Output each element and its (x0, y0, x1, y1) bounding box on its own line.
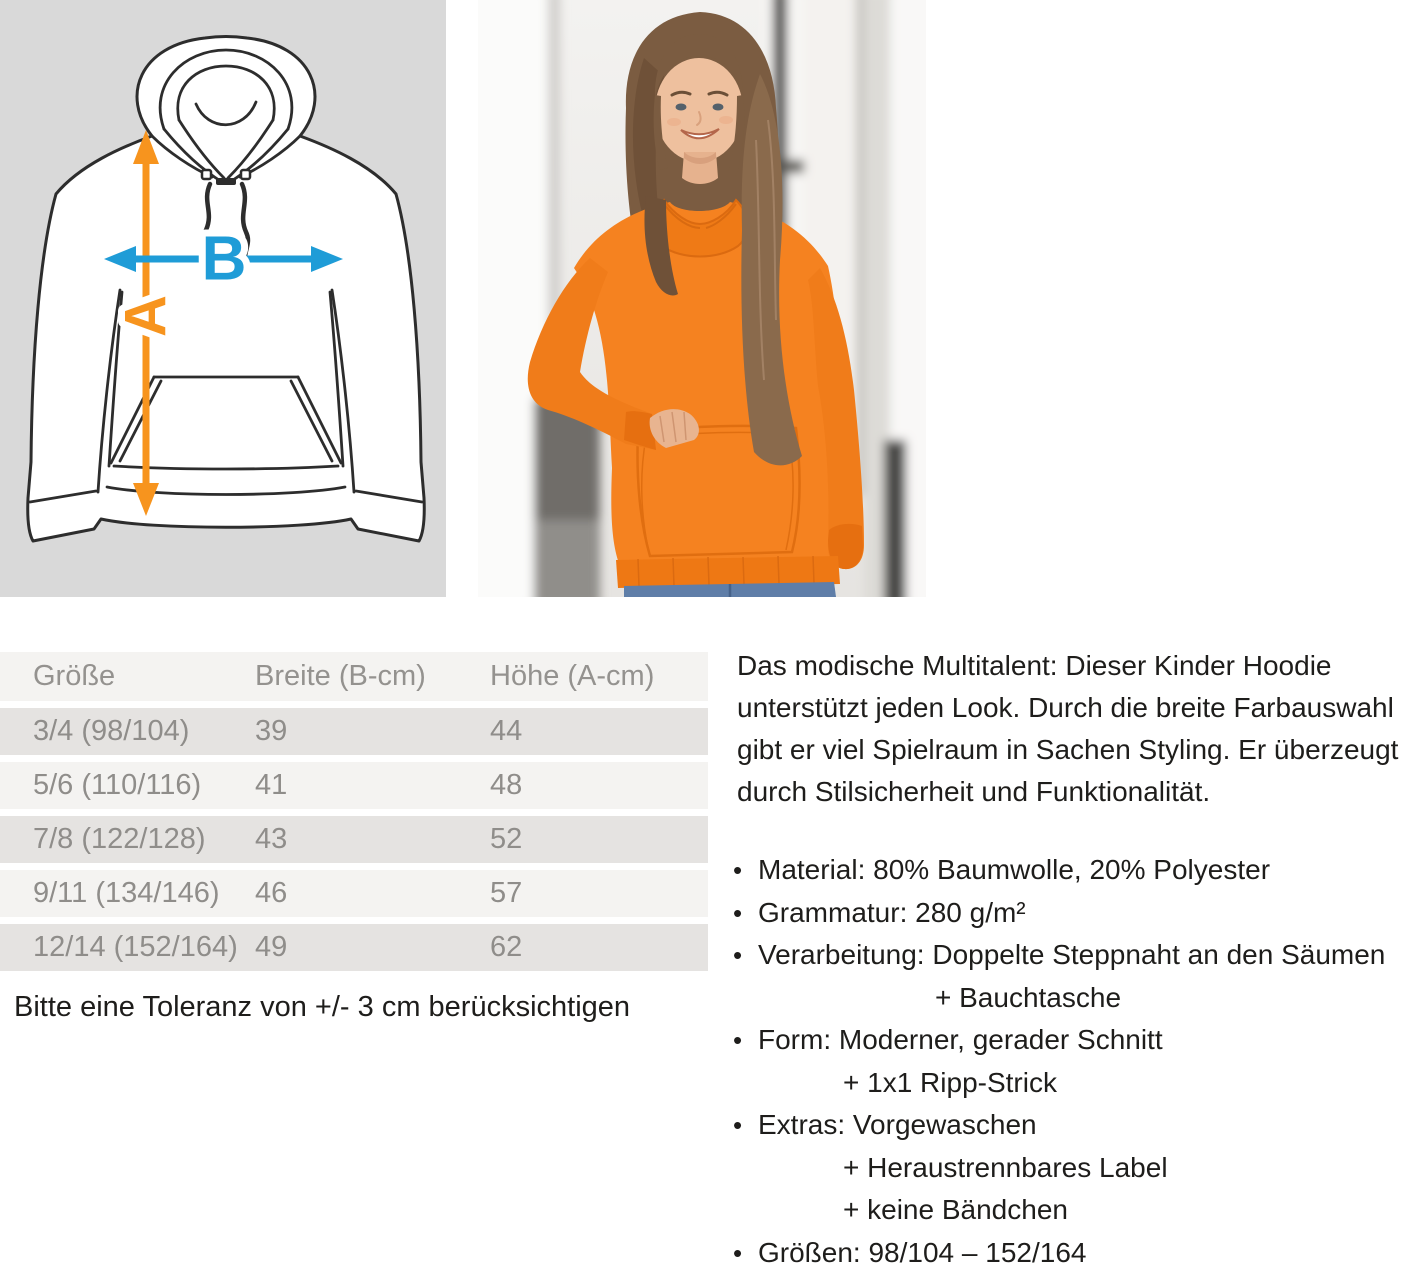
size-diagram (0, 0, 446, 597)
height-label: A (113, 295, 179, 337)
feature-item-material: • Material: 80% Baumwolle, 20% Polyester (730, 849, 1415, 892)
width-cell: 46 (255, 877, 288, 909)
feature-list (730, 849, 1415, 1274)
width-cell: 39 (255, 715, 288, 747)
width-cell: 49 (255, 931, 288, 963)
feature-item-grammatur: • Grammatur: 280 g/m² (730, 892, 1415, 935)
column-header-width: Breite (B-cm) (255, 660, 426, 692)
size-table-header-row (0, 652, 708, 701)
feature-continuation: + 1x1 Ripp-Strick (843, 1066, 1057, 1098)
feature-continuation: + keine Bändchen (843, 1194, 1068, 1225)
feature-item-extras: • Extras: Vorgewaschen (730, 1104, 1415, 1147)
model-face (655, 58, 743, 162)
column-header-height: Höhe (A-cm) (490, 660, 655, 692)
feature-continuation: + Heraustrennbares Label (843, 1151, 1168, 1183)
column-header-size: Größe (33, 660, 116, 692)
hoodie-measure-illustration (0, 0, 446, 597)
height-cell: 62 (490, 931, 523, 963)
feature-continuation: + Bauchtasche (935, 981, 1122, 1013)
size-cell: 3/4 (98/104) (33, 715, 190, 747)
table-row (0, 924, 708, 971)
height-cell: 48 (490, 769, 523, 801)
tolerance-note: Bitte eine Toleranz von +/- 3 cm berücksichtigen (14, 991, 631, 1023)
table-row (0, 762, 708, 809)
height-cell: 44 (490, 715, 523, 747)
table-row (0, 816, 708, 863)
size-cell: 9/11 (134/146) (33, 877, 220, 909)
grommet-right (241, 170, 250, 179)
feature-item-verarbeitung: • Verarbeitung: Doppelte Steppnaht an den Säumen (730, 934, 1415, 977)
product-description (737, 645, 1415, 1274)
width-cell: 43 (255, 823, 288, 855)
product-photo (478, 0, 926, 597)
table-row (0, 870, 708, 917)
feature-item-form: • Form: Moderner, gerader Schnitt (730, 1019, 1415, 1062)
size-table (0, 652, 708, 978)
feature-item-groessen: • Größen: 98/104 – 152/164 (730, 1232, 1415, 1275)
size-cell: 5/6 (110/116) (33, 769, 202, 801)
description-intro: Das modische Multitalent: Dieser Kinder Hoodie unterstützt jeden Look. Durch die breite Farbauswahl gibt er viel Spielraum in Sachen Styling. Er überzeugt durch Stilsicherheit und Funktionalität. (737, 650, 1399, 807)
size-cell: 12/14 (152/164) (33, 931, 238, 963)
cord-channel (216, 178, 236, 185)
width-cell: 41 (255, 769, 288, 801)
height-cell: 52 (490, 823, 523, 855)
grommet-left (202, 170, 211, 179)
model-photo-illustration (478, 0, 926, 597)
width-label: B (201, 224, 247, 294)
height-cell: 57 (490, 877, 523, 909)
table-row (0, 708, 708, 755)
size-cell: 7/8 (122/128) (33, 823, 206, 855)
